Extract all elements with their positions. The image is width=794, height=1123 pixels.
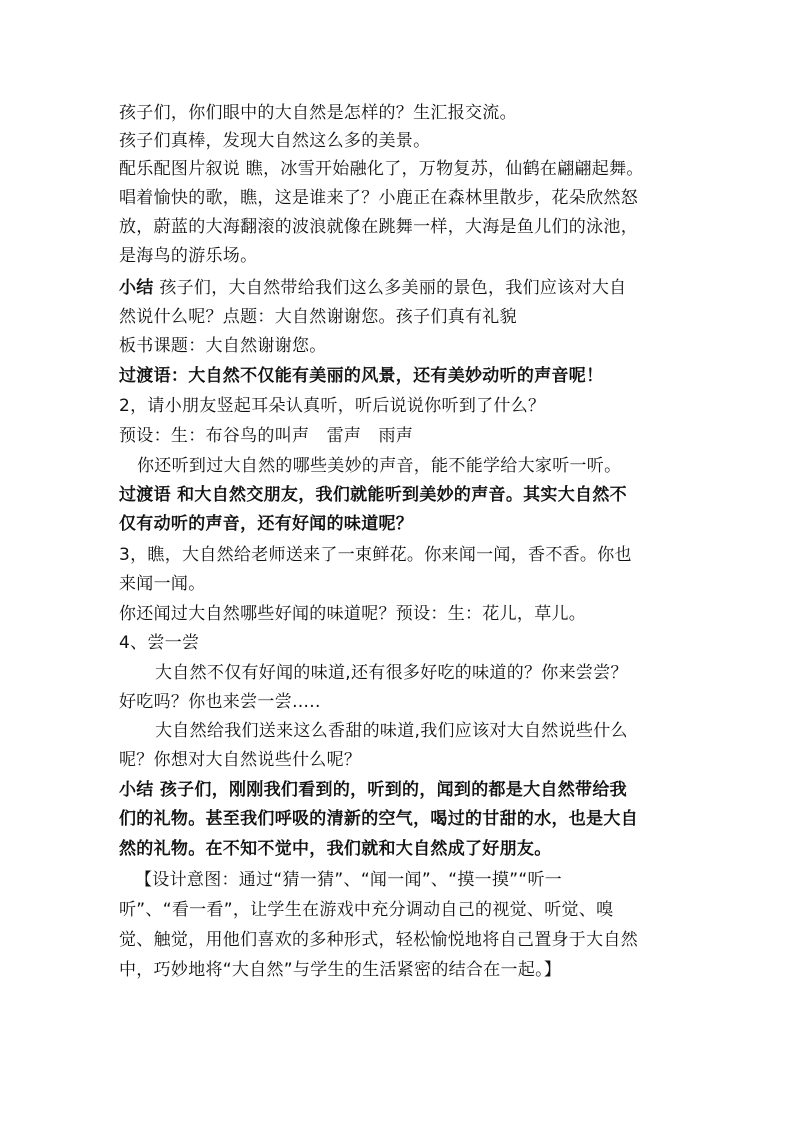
summary-line (119, 779, 627, 801)
design-intent-line: 听”、“看一看”，让学生在游戏中充分调动自己的视觉、听觉、嗅 (119, 900, 614, 920)
transition-line (119, 484, 627, 506)
design-intent-line: 【设计意图：通过“猜一猜”、“闻一闻”、“摸一摸”“听一 (135, 870, 563, 890)
transition-line: 仅有动听的声音，还有好闻的味道呢？ (119, 514, 414, 534)
summary-label: 小结 (119, 278, 154, 298)
paragraph-line: 板书课题：大自然谢谢您。 (119, 336, 327, 356)
paragraph-line: 你还闻过大自然哪些好闻的味道呢？预设：生：花儿，草儿。 (119, 604, 587, 624)
transition-label: 过渡语 (119, 485, 171, 505)
paragraph-line: 大自然不仅有好闻的味道,还有很多好吃的味道的？你来尝尝？ (155, 663, 628, 683)
paragraph-line: 然说什么呢？点题：大自然谢谢您。孩子们真有礼貌 (119, 307, 517, 327)
design-intent-line: 觉、触觉，用他们喜欢的多种形式，轻松愉悦地将自己置身于大自然 (119, 930, 638, 950)
transition-text: 和大自然交朋友，我们就能听到美妙的声音。其实大自然不 (177, 485, 627, 505)
paragraph-line: 大自然给我们送来这么香甜的味道,我们应该对大自然说些什么 (155, 721, 628, 741)
paragraph-line: 配乐配图片叙说 瞧，冰雪开始融化了，万物复苏，仙鹤在翩翩起舞。 (119, 159, 644, 179)
transition-line: 过渡语：大自然不仅能有美丽的风景，还有美妙动听的声音呢！ (119, 366, 604, 386)
paragraph-line: 预设：生：布谷鸟的叫声 雷声 雨声 (119, 426, 414, 446)
summary-text: 孩子们，刚刚我们看到的，听到的，闻到的都是大自然带给我 (159, 780, 627, 800)
paragraph-line: 来闻一闻。 (119, 574, 206, 594)
paragraph-line: 2，请小朋友竖起耳朵认真听，听后说说你听到了什么？ (119, 396, 546, 416)
paragraph-line: 放，蔚蓝的大海翻滚的波浪就像在跳舞一样，大海是鱼儿们的泳池， (119, 217, 638, 237)
summary-text: 孩子们，大自然带给我们这么多美丽的景色，我们应该对大自 (159, 278, 627, 298)
paragraph-line: 呢？你想对大自然说些什么呢？ (119, 750, 362, 770)
summary-label: 小结 (119, 780, 154, 800)
section-heading: 4、尝一尝 (119, 633, 200, 653)
design-intent-line: 中，巧妙地将“大自然”与学生的生活紧密的结合在一起。】 (119, 960, 562, 980)
paragraph-line: 孩子们真棒，发现大自然这么多的美景。 (119, 131, 431, 151)
paragraph-line: 是海鸟的游乐场。 (119, 246, 258, 266)
paragraph-line: 好吃吗？你也来尝一尝….. (119, 692, 321, 712)
summary-line: 然的礼物。在不知不觉中，我们就和大自然成了好朋友。 (119, 839, 552, 859)
summary-line (119, 277, 626, 299)
summary-line: 们的礼物。甚至我们呼吸的清新的空气，喝过的甘甜的水，也是大自 (119, 809, 638, 829)
paragraph-line: 你还听到过大自然的哪些美妙的声音，能不能学给大家听一听。 (137, 456, 622, 476)
paragraph-line: 孩子们，你们眼中的大自然是怎样的？生汇报交流。 (119, 103, 517, 123)
paragraph-line: 唱着愉快的歌，瞧，这是谁来了？小鹿正在森林里散步，花朵欣然怒 (119, 188, 638, 208)
paragraph-line: 3，瞧，大自然给老师送来了一束鲜花。你来闻一闻，香不香。你也 (119, 545, 632, 565)
